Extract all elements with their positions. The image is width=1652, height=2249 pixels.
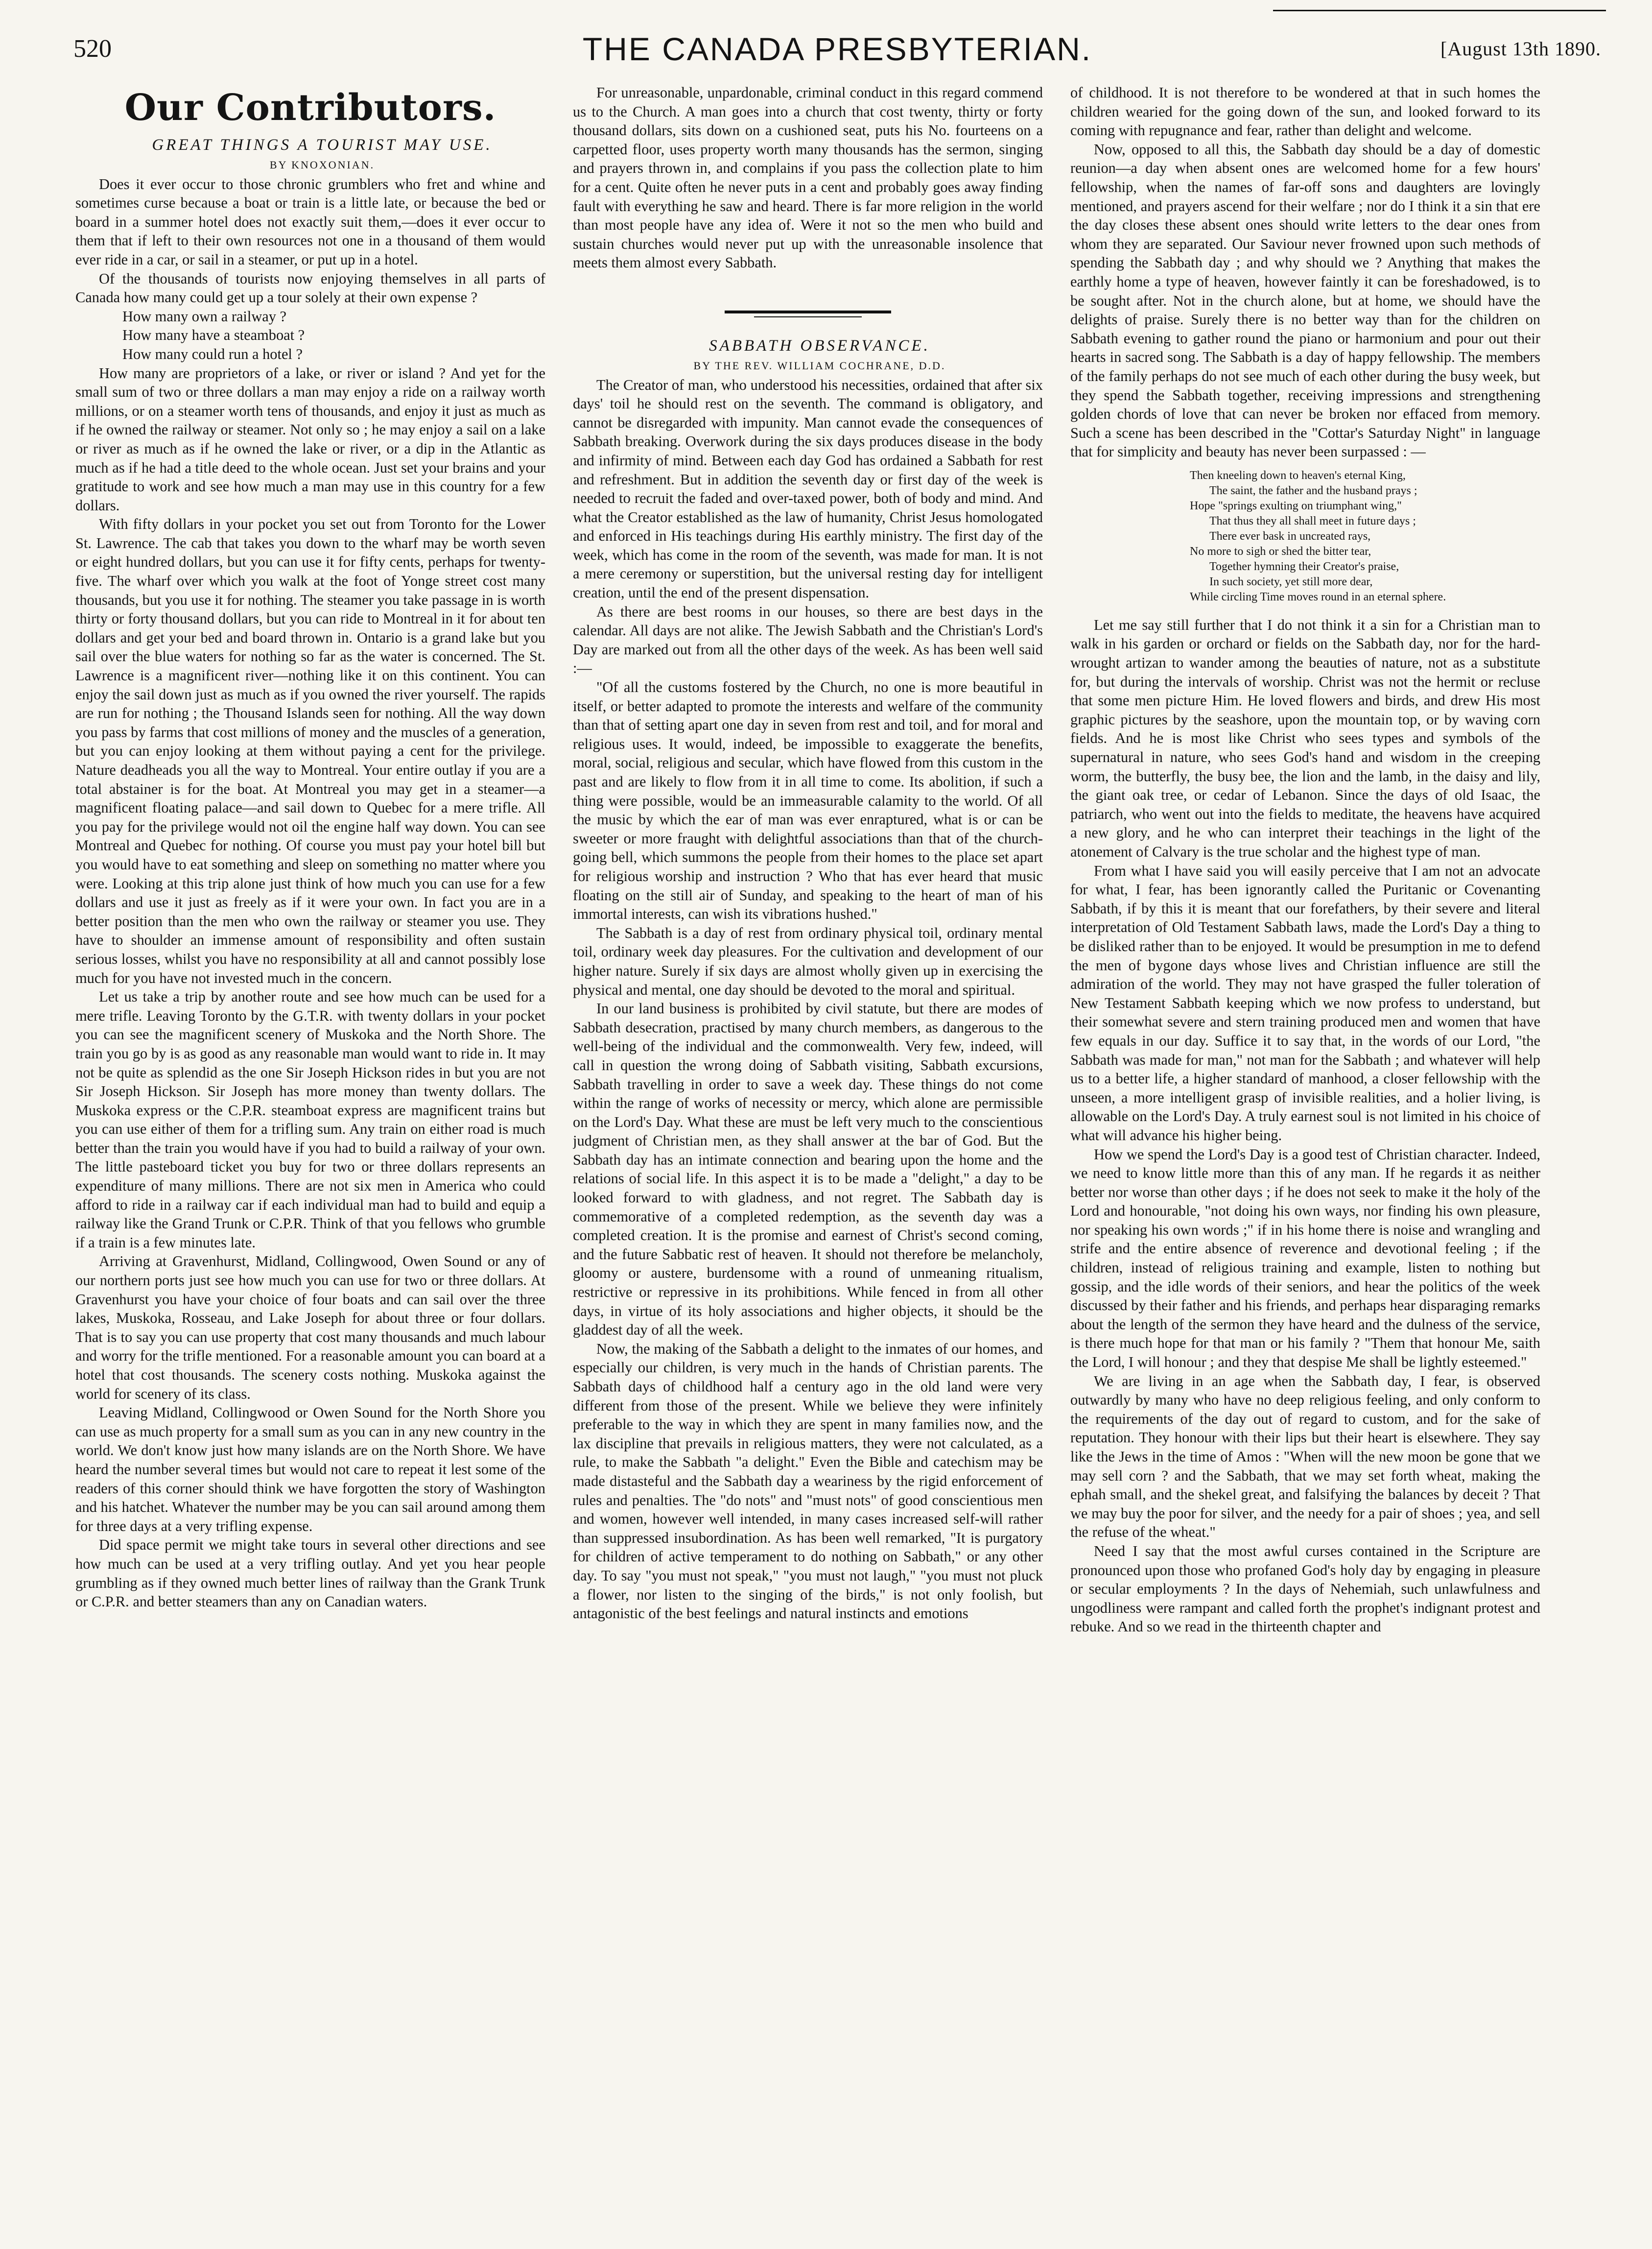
page-number: 520 xyxy=(73,35,112,63)
column-3 xyxy=(1070,83,1540,2233)
paragraph: In our land business is prohibited by civil statute, but there are modes of Sabbath desecration, practised by many church members, as dangerous to the well-being of the individual and the commonwealth. Very few, indeed, will call in question the wrong doing of Sabbath visiting, Sabbath excursions, Sabbath travelling in order to save a week day. These things do not come within the range of works of necessity or mercy, which alone are permissible on the Lord's Day. What these are must be left very much to the conscientious judgment of Christian men, as they shall answer at the bar of God. But the Sabbath day has an intimate connection and bearing upon the home and the relations of social life. In this aspect it is to be made a "delight," a day to be looked forward to with gladness, and not regret. The Sabbath day is commemorative of a completed redemption, as the seventh day was a completed creation. It is the promise and earnest of Christ's second coming, and the future Sabbatic rest of heaven. It should not therefore be melancholy, gloomy or austere, burdensome with a round of unmeaning ritualism, restrictive or repressive in its prohibitions. While fenced in from all other days, in virtue of its holy associations and higher objects, it should be the gladdest day of all the week. xyxy=(573,1000,1043,1339)
paragraph: For unreasonable, unpardonable, criminal conduct in this regard commend us to the Church. A man goes into a church that cost twenty, thirty or forty thousand dollars, sits down on a cushioned seat, puts his No. fourteens on a carpetted floor, uses property worth many thousands has the sermon, singing and prayers thrown in, and complains if you pass the collection plate to him for a cent. Quite often he never puts in a cent and probably goes away finding fault with everything he saw and heard. There is far more religion in the world than most people have any idea of. Were it not so the men who build and sustain churches would never put up with the unreasonable insolence that meets them almost every Sabbath. xyxy=(573,84,1043,271)
article-body-continued xyxy=(1070,83,1540,461)
article-divider xyxy=(725,311,891,313)
paragraph: Need I say that the most awful curses contained in the Scripture are pronounced upon those who profaned God's holy day by engaging in pleasure or secular employments ? In the days of Nehemiah, such unlawfulness and ungodliness were rampant and called forth the prophet's indignant protest and rebuke. And so we read in the thirteenth chapter and xyxy=(1070,1542,1540,1635)
column-1 xyxy=(75,83,545,2233)
poem-quotation xyxy=(1070,468,1540,605)
poem-line: Together hymning their Creator's praise, xyxy=(1209,560,1399,573)
paragraph: Arriving at Gravenhurst, Midland, Collingwood, Owen Sound or any of our northern ports just see how much you can use for two or three dollars. At Gravenhurst you have your choice of four boats and can sail over the three lakes, Muskoka, Rosseau, and Lake Joseph for about three or four dollars. That is to say you can use property that cost many thousands and much labour and worry for the trifle mentioned. For a reasonable amount you can board at a hotel that cost thousands. The scenery costs nothing. Muskoka against the world for scenery of its class. xyxy=(75,1253,545,1402)
poem-line: The saint, the father and the husband prays ; xyxy=(1209,484,1417,497)
article-body xyxy=(573,376,1043,1623)
paragraph: "Of all the customs fostered by the Church, no one is more beautiful in itself, or better adapted to promote the interests and welfare of the community than that of setting apart one day in seven from rest and toil, and for moral and religious uses. It would, indeed, be impossible to exaggerate the benefits, moral, social, religious and secular, which have flowed from this custom in the past and are likely to flow from it in all time to come. Its abolition, if such a thing were possible, would be an immeasurable calamity to the world. Of all the music by which the ear of man was ever enraptured, what is or can be sweeter or more fraught with delightful associations than that of the church-going bell, which summons the people from their homes to the place set apart for religious worship and instruction ? Who that has ever heard that music floating on the still air of Sunday, and speaking to the heart of man of his immortal interests, can wish its vibrations hushed." xyxy=(573,679,1043,923)
poem-line: There ever bask in uncreated rays, xyxy=(1209,529,1371,543)
issue-date: [August 13th 1890. xyxy=(1440,38,1601,60)
paragraph: As there are best rooms in our houses, so there are best days in the calendar. All days are not alike. The Jewish Sabbath and the Christian's Lord's Day are marked out from all the other days of the week. As has been well said :— xyxy=(573,603,1043,677)
paragraph: Of the thousands of tourists now enjoying themselves in all parts of Canada how many could get up a tour solely at their own expense ? xyxy=(75,270,545,306)
article-body xyxy=(75,175,545,1611)
poem-line: That thus they all shall meet in future days ; xyxy=(1209,514,1416,527)
paragraph: With fifty dollars in your pocket you set out from Toronto for the Lower St. Lawrence. The cab that takes you down to the wharf may be worth seven or eight hundred dollars, but you can use it for fifty cents, perhaps for twenty-five. The wharf over which you walk at the foot of Yonge street cost many thousands, but you use it for nothing. The steamer you take passage in is worth thirty or forty thousand dollars, but you can ride to Montreal in it for about ten dollars and get your bed and board thrown in. Ontario is a grand lake but you sail over the blue waters for nothing so far as the water is concerned. The St. Lawrence is a magnificent river—nothing like it on this continent. You can enjoy the sail down just as much as if you owned the river yourself. The rapids are run for nothing ; the Thousand Islands seen for nothing. All the way down you pass by farms that cost millions of money and the muscles of a generation, but you can enjoy looking at them without paying a cent for the privilege. Nature deadheads you all the way to Montreal. Your entire outlay if you are a total abstainer is for the boat. At Montreal you may get in a steamer—a magnificent floating palace—and sail down to Quebec for a mere trifle. All you pay for the privilege would not oil the engine half way down. You can see Montreal and Quebec for nothing. Of course you must pay your hotel bill but you would have to eat something and sleep on something no matter where you were. Looking at this trip alone just think of how much you can use for a few dollars and use it just as freely as if it were your own. In fact you are in a better position than the men who own the railway or steamer you use. They have to shoulder an immense amount of responsibility and often sustain serious losses, whilst you have no responsibility at all and cannot possibly lose much for you have not invested much in the concern. xyxy=(75,516,545,986)
paper-title: THE CANADA PRESBYTERIAN. xyxy=(582,31,1092,67)
column-2 xyxy=(573,83,1043,2233)
paragraph: Let us take a trip by another route and see how much can be used for a mere trifle. Leaving Toronto by the G.T.R. with twenty dollars in your pocket you can see the magnificent scenery of Muskoka and the North Shore. The train you go by is as good as any reasonable man would want to ride in. It may not be quite as splendid as the one Sir Joseph Hickson rides in but you are not Sir Joseph Hickson. Sir Joseph has more money than twenty dollars. The Muskoka express or the C.P.R. steamboat express are magnificent trains but you can use either of them for a trifling sum. Any train on either road is much better than the train you would have if you had to build a railway of your own. The little pasteboard ticket you buy for two or three dollars represents an expenditure of many millions. There are not six men in America who could afford to ride in a railway car if each individual man had to build and equip a railway like the Grand Trunk or C.P.R. Think of that you fellows who grumble if a train is a few minutes late. xyxy=(75,988,545,1251)
paragraph: We are living in an age when the Sabbath day, I fear, is observed outwardly by many who have no deep religious feeling, and only conform to the requirements of the day out of regard to custom, and for the sake of reputation. They honour with their lips but their heart is elsewhere. They say like the Jews in the time of Amos : "When will the new moon be gone that we may sell corn ? and the Sabbath, that we may set forth wheat, making the ephah small, and the shekel great, and falsifying the balances by deceit ? That we may buy the poor for silver, and the needy for a pair of shoes ; yea, and sell the refuse of the wheat." xyxy=(1070,1372,1540,1541)
paragraph: of childhood. It is not therefore to be wondered at that in such homes the children wearied for the going down of the sun, and looked forward to its coming with repugnance and fear, rather than delight and welcome. xyxy=(1070,84,1540,139)
section-heading: Our Contributors. xyxy=(124,87,496,129)
paragraph: How many have a steamboat ? xyxy=(122,327,305,344)
poem-line: While circling Time moves round in an eternal sphere. xyxy=(1190,590,1446,603)
paragraph: Does it ever occur to those chronic grumblers who fret and whine and sometimes curse because a boat or train is a little late, or because the bed or board in a summer hotel does not exactly suit them,—does it ever occur to them that if left to their own resources not one in a thousand of them would ever ride in a car, or sail in a steamer, or put up in a hotel. xyxy=(75,175,545,268)
paragraph: Now, the making of the Sabbath a delight to the inmates of our homes, and especially our children, is very much in the hands of Christian parents. The Sabbath days of childhood half a century ago in the old land were very different from those of the present. While we believe they were infinitely preferable to the way in which they are spent in many families now, and the lax discipline that prevails in religious matters, they were not calculated, as a rule, to make the Sabbath "a delight." Even the Bible and catechism may be made distasteful and the Sabbath day a weariness by the rigid enforcement of rules and penalties. The "do nots" and "must nots" of good conscientious men and women, however well intended, in many cases increased self-will rather than suppressed insubordination. As has been well remarked, "It is purgatory for children of active temperament to do nothing on Sabbath," or any other day. To say "you must not speak," "you must not laugh," "you must not pluck a flower, nor listen to the singing of the birds," is not only foolish, but antagonistic of the best feelings and natural instincts and emotions xyxy=(573,1340,1043,1622)
paragraph: The Sabbath is a day of rest from ordinary physical toil, ordinary mental toil, ordinary week day pleasures. For the cultivation and development of our higher nature. Surely if six days are almost wholly given up in exercising the physical and mental, one day should be devoted to the moral and spiritual. xyxy=(573,924,1043,998)
paragraph: Did space permit we might take tours in several other directions and see how much can be used at a very trifling outlay. And yet you hear people grumbling as if they owned much better lines of railway than the Grank Trunk or C.P.R. and better steamers than any on Canadian waters. xyxy=(75,1536,545,1610)
poem-line: No more to sigh or shed the bitter tear, xyxy=(1190,545,1371,558)
article-byline: BY THE REV. WILLIAM COCHRANE, D.D. xyxy=(693,359,946,372)
paragraph: How many own a railway ? xyxy=(122,308,287,325)
paragraph: Let me say still further that I do not think it a sin for a Christian man to walk in his garden or orchard or fields on the Sabbath day, nor for the hard-wrought artizan to wander among the beauties of nature, not as a substitute for, but during the intervals of worship. Christ was not the hermit or recluse that some men picture Him. He loved flowers and birds, and drew His most graphic pictures by the seashore, upon the mountain top, or by waving corn fields. And he is most like Christ who sees types and symbols of the supernatural in nature, who sees God's hand and wisdom in the creeping worm, the butterfly, the busy bee, the lion and the lamb, in the daisy and lily, the giant oak tree, or cedar of Lebanon. Since the days of old Isaac, the patriarch, who went out into the fields to meditate, the heavens have acquired a new glory, and he who can interpret their teachings in the light of the atonement of Calvary is the true scholar and the highest type of man. xyxy=(1070,616,1540,860)
paragraph: Now, opposed to all this, the Sabbath day should be a day of domestic reunion—a day when absent ones are welcomed home for a few hours' fellowship, when the names of far-off sons and daughters are lovingly mentioned, and prayers ascend for their welfare ; nor do I think it a sin that ere the day closes these absent ones should write letters to the dear ones from whom they are separated. Our Saviour never frowned upon such methods of spending the Sabbath day ; and why should we ? Anything that makes the earthly home a type of heaven, however faintly it can be foreshadowed, is to be sought after. Not in the church alone, but at home, we should have the delights of praise. Surely there is no better way than for the children on Sabbath evening to gather round the piano or harmonium and pour out their hearts in sacred song. The Sabbath is a day of happy fellowship. The members of the family perhaps do not see much of each other during the busy week, but they spend the Sabbath together, receiving impressions and strengthening golden chords of love that can never be broken nor effaced from memory. Such a scene has been described in the "Cottar's Saturday Night" in language that for simplicity and beauty has never been surpassed : — xyxy=(1070,141,1540,460)
article-byline: BY KNOXONIAN. xyxy=(269,159,375,171)
top-rule xyxy=(1273,10,1606,11)
paragraph: How many could run a hotel ? xyxy=(122,345,303,362)
article-body-continued xyxy=(573,83,1043,272)
poem-line: Then kneeling down to heaven's eternal King, xyxy=(1190,469,1406,482)
article-body-continued xyxy=(1070,616,1540,1636)
paragraph: The Creator of man, who understood his necessities, ordained that after six days' toil he should rest on the seventh. The command is obligatory, and cannot be disregarded with impunity. Man cannot evade the consequences of Sabbath breaking. Overwork during the six days produces disease in the body and infirmity of mind. Between each day God has ordained a Sabbath for rest and refreshment. But in addition the seventh day or first day of the week is needed to recruit the faded and over-taxed power, both of body and mind. And what the Creator established as the law of humanity, Christ Jesus homologated and enforced in His teachings during His earthly ministry. The first day of the week, which has come in the room of the seventh, was made for man. It is not a mere ceremony or superstition, but the universal resting day for intelligent creation, until the end of the present dispensation. xyxy=(573,376,1043,601)
article-title: GREAT THINGS A TOURIST MAY USE. xyxy=(152,136,493,154)
poem-line: Hope "springs exulting on triumphant wing," xyxy=(1190,499,1402,512)
poem-line: In such society, yet still more dear, xyxy=(1209,575,1373,588)
paragraph: How many are proprietors of a lake, or river or island ? And yet for the small sum of two or three dollars a man may enjoy a ride on a railway worth millions, or on a steamer worth tens of thousands, and enjoy it just as much as if he owned the railway or steamer. Not only so ; he may enjoy a sail on a lake or river as much as if he owned the lake or river, or a dip in the Atlantic as much as if he had a title deed to the whole ocean. Just set your brains and your gratitude to work and see how much a man may use in this country for a few dollars. xyxy=(75,364,545,514)
paragraph: How we spend the Lord's Day is a good test of Christian character. Indeed, we need to know little more than this of any man. If he regards it as neither better nor worse than other days ; if he does not seek to make it the holy of the Lord and honourable, "not doing his own ways, nor finding his own pleasure, nor speaking his own words ;" if in his home there is noise and wrangling and strife and the entire absence of reverence and devotional feeling ; if the children, instead of religious training and example, listen to nothing but gossip, and the idle words of their seniors, and hear the politics of the week discussed by their father and his friends, and perhaps hear disparaging remarks about the length of the sermon they have heard and the dulness of the service, is there much hope for that man or his family ? "Them that honour Me, saith the Lord, I will honour ; and they that despise Me shall be lightly esteemed." xyxy=(1070,1146,1540,1371)
article-title: SABBATH OBSERVANCE. xyxy=(709,336,930,355)
paragraph: From what I have said you will easily perceive that I am not an advocate for what, I fear, has been ignorantly called the Puritanic or Covenanting Sabbath, if by this it is meant that our forefathers, by their severe and literal interpretation of Old Testament Sabbath laws, made the Lord's Day a thing to be disliked rather than to be enjoyed. It would be presumption in me to defend the men of bygone days whose lives and Christian influence are still the admiration of the world. They may not have grasped the fuller toleration of New Testament Sabbath keeping which we now profess to understand, but their somewhat severe and stern training produced men and women that have few equals in our day. Suffice it to say that, in the words of our Lord, "the Sabbath was made for man," not man for the Sabbath ; and whatever will help us to a better life, a higher standard of manhood, a closer fellowship with the unseen, a more intelligent grasp of invisible realities, and a holier living, is allowable on the Lord's Day. A truly earnest soul is not limited in his choice of what will advance his higher being. xyxy=(1070,862,1540,1144)
page-header xyxy=(73,30,1601,74)
paragraph: Leaving Midland, Collingwood or Owen Sound for the North Shore you can use as much property for a small sum as you can in any new country in the world. We don't know just how many islands are on the North Shore. We have heard the number several times but would not care to repeat it lest some of the readers of this corner should think we have forgotten the story of Washington and his hatchet. Whatever the number may be you can sail around among them for three days at a very trifling expense. xyxy=(75,1404,545,1534)
